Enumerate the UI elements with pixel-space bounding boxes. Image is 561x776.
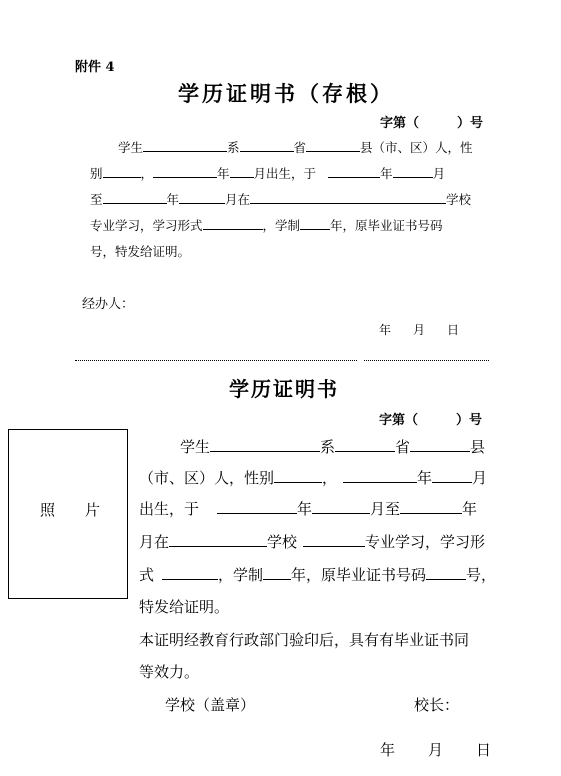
cut-line-left: [75, 360, 357, 361]
cert-ref-number: [379, 409, 482, 428]
label-student: 学生: [180, 438, 211, 456]
label-year: 年: [297, 500, 313, 518]
cert-line-4: [139, 526, 485, 558]
label-born: 出生，于: [139, 500, 200, 518]
label-system: ，学制: [218, 566, 264, 584]
blank-start-month[interactable]: [393, 164, 433, 178]
label-system: ，学制: [262, 218, 301, 233]
label-num: 号，: [466, 566, 497, 584]
stub-line-3: [90, 187, 471, 213]
blank-birth-year[interactable]: [343, 466, 417, 483]
label-county: 县: [470, 438, 486, 456]
date-year: 年: [379, 323, 392, 337]
label-month-to: 月至: [370, 500, 401, 518]
cut-line-right: [364, 360, 489, 361]
label-cert-number: 年，原毕业证书号码: [330, 218, 443, 233]
ref-suffix: ）号: [457, 116, 484, 131]
label-gender: 别: [90, 166, 103, 181]
label-month-at: 月在: [139, 533, 170, 551]
label-month-at: 月在: [225, 192, 251, 207]
label-form: 式: [139, 566, 155, 584]
stub-title: 学历证明书（存根）: [178, 82, 394, 106]
blank-dept[interactable]: [335, 435, 395, 452]
label-comma: ，: [322, 469, 338, 487]
label-month-born: 月出生，于: [253, 166, 317, 181]
cert-note-1: 本证明经教育行政部门验印后，具有有毕业证书同: [139, 631, 470, 649]
date-month: 月: [428, 741, 444, 759]
label-comma: ，: [140, 166, 154, 181]
date-month: 月: [413, 323, 426, 337]
label-month: 月: [472, 469, 488, 487]
date-year: 年: [380, 741, 396, 759]
cert-line-3: [139, 493, 477, 525]
label-province: 省: [395, 438, 411, 456]
label-county: 县（市、区）人，性: [360, 140, 473, 155]
blank-study-years[interactable]: [300, 216, 330, 230]
label-year: 年: [217, 166, 230, 181]
cert-line-5: [139, 559, 496, 591]
label-school: 学校: [446, 192, 472, 207]
label-dept: 系: [227, 140, 240, 155]
ref-prefix: 字第（: [379, 413, 419, 428]
label-major: 专业学习，学习形: [365, 533, 486, 551]
blank-end-month[interactable]: [179, 190, 225, 204]
label-year: 年: [380, 166, 393, 181]
label-to: 至: [90, 192, 103, 207]
ref-suffix: ）号: [456, 413, 483, 428]
attachment-label: 附件 4: [75, 60, 115, 75]
blank-birth-year[interactable]: [153, 164, 217, 178]
cert-date: [380, 739, 491, 760]
stub-line-2: [90, 161, 445, 187]
stub-date: [379, 321, 459, 338]
date-day: 日: [447, 323, 460, 337]
photo-label: 照 片: [40, 501, 101, 519]
school-seal-label: 学校（盖章）: [165, 696, 256, 714]
blank-end-year[interactable]: [103, 190, 167, 204]
label-month: 月: [432, 166, 446, 181]
label-major: 专业学习，学习形式: [90, 218, 203, 233]
cert-line-2: [139, 462, 487, 494]
blank-student-name[interactable]: [210, 435, 320, 452]
blank-school[interactable]: [250, 190, 446, 204]
blank-province[interactable]: [410, 435, 470, 452]
label-year: 年: [462, 500, 478, 518]
handler-label: 经办人：: [82, 297, 135, 312]
blank-birth-month[interactable]: [230, 164, 254, 178]
principal-label: 校长：: [414, 696, 460, 714]
blank-end-year[interactable]: [400, 497, 462, 514]
label-province: 省: [293, 140, 307, 155]
blank-start-month[interactable]: [312, 497, 370, 514]
stub-line-5: 号，特发给证明。: [90, 244, 191, 259]
blank-start-year[interactable]: [328, 164, 380, 178]
cert-line-1: [180, 431, 485, 463]
blank-start-year[interactable]: [217, 497, 297, 514]
cert-note-2: 等效力。: [139, 663, 200, 681]
blank-study-years[interactable]: [263, 563, 291, 580]
ref-prefix: 字第（: [380, 116, 420, 131]
blank-cert-number[interactable]: [426, 563, 466, 580]
date-day: 日: [476, 741, 492, 759]
label-year: 年: [417, 469, 433, 487]
stub-line-1: [118, 135, 473, 161]
stub-line-4: [90, 213, 443, 239]
label-city-gender: （市、区）人，性别: [139, 469, 275, 487]
blank-study-form[interactable]: [203, 216, 263, 230]
blank-birth-month[interactable]: [432, 466, 472, 483]
label-year: 年: [166, 192, 180, 207]
blank-student-name[interactable]: [143, 138, 227, 152]
blank-school[interactable]: [169, 530, 267, 547]
blank-study-form[interactable]: [162, 563, 218, 580]
label-dept: 系: [320, 438, 336, 456]
cert-title: 学历证明书: [229, 377, 339, 401]
blank-gender[interactable]: [103, 164, 141, 178]
cert-line-6: 特发给证明。: [139, 598, 230, 616]
blank-major[interactable]: [303, 530, 365, 547]
blank-dept[interactable]: [240, 138, 294, 152]
label-school: 学校: [267, 533, 298, 551]
blank-province[interactable]: [306, 138, 360, 152]
label-cert-number: 年，原毕业证书号码: [291, 566, 427, 584]
blank-gender[interactable]: [274, 466, 322, 483]
stub-ref-number: [380, 112, 483, 131]
label-student: 学生: [118, 140, 144, 155]
